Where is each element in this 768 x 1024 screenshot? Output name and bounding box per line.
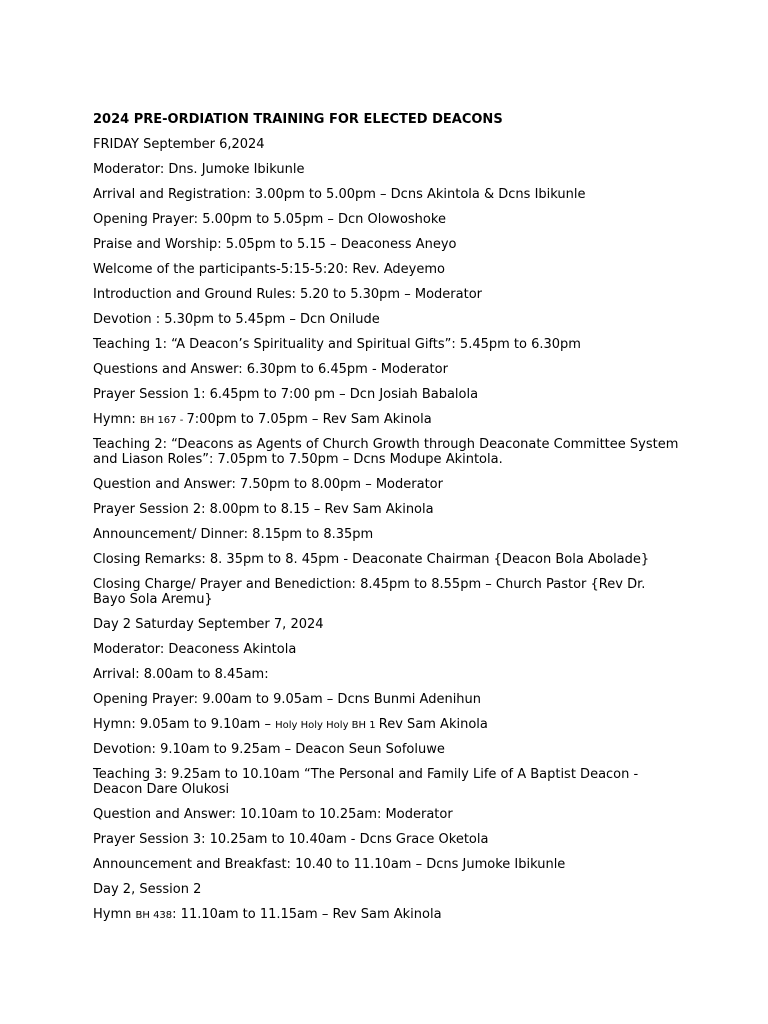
- hymn-detail: : 11.10am to 11.15am – Rev Sam Akinola: [172, 907, 442, 922]
- schedule-line: Opening Prayer: 5.00pm to 5.05pm – Dcn Olowoshoke: [93, 212, 446, 227]
- hymn-number: Holy Holy Holy BH 1: [275, 720, 379, 731]
- hymn-prefix: Hymn: 9.05am to 9.10am –: [93, 717, 276, 732]
- schedule-line: Moderator: Dns. Jumoke Ibikunle: [93, 162, 305, 177]
- schedule-line: Closing Charge/ Prayer and Benediction: 8.45pm to 8.55pm – Church Pastor {Rev Dr.: [93, 577, 646, 592]
- hymn-prefix: Hymn:: [93, 412, 140, 427]
- schedule-line: Questions and Answer: 6.30pm to 6.45pm - Moderator: [93, 362, 448, 377]
- schedule-line: Introduction and Ground Rules: 5.20 to 5.30pm – Moderator: [93, 287, 482, 302]
- schedule-line: Arrival: 8.00am to 8.45am:: [93, 667, 269, 682]
- schedule-line: Praise and Worship: 5.05pm to 5.15 – Deaconess Aneyo: [93, 237, 457, 252]
- schedule-line: Prayer Session 2: 8.00pm to 8.15 – Rev Sam Akinola: [93, 502, 434, 517]
- schedule-line: Prayer Session 3: 10.25am to 10.40am - Dcns Grace Oketola: [93, 832, 489, 847]
- schedule-line: Day 2, Session 2: [93, 882, 202, 897]
- hymn-number: BH 438: [135, 910, 173, 921]
- schedule-line: Day 2 Saturday September 7, 2024: [93, 617, 324, 632]
- schedule-line-hymn: [93, 412, 432, 428]
- schedule-line: Opening Prayer: 9.00am to 9.05am – Dcns Bunmi Adenihun: [93, 692, 482, 707]
- schedule-line: Bayo Sola Aremu}: [93, 592, 213, 607]
- schedule-line: FRIDAY September 6,2024: [93, 137, 265, 152]
- schedule-line: Closing Remarks: 8. 35pm to 8. 45pm - Deaconate Chairman {Deacon Bola Abolade}: [93, 552, 650, 567]
- schedule-line: Devotion : 5.30pm to 5.45pm – Dcn Onilude: [93, 312, 380, 327]
- schedule-line: Deacon Dare Olukosi: [93, 782, 230, 797]
- schedule-line: Teaching 2: “Deacons as Agents of Church Growth through Deaconate Committee System: [93, 437, 679, 452]
- schedule-line: Devotion: 9.10am to 9.25am – Deacon Seun Sofoluwe: [93, 742, 445, 757]
- schedule-line: Welcome of the participants-5:15-5:20: Rev. Adeyemo: [93, 262, 445, 277]
- schedule-line: Moderator: Deaconess Akintola: [93, 642, 297, 657]
- schedule-line: Teaching 3: 9.25am to 10.10am “The Personal and Family Life of A Baptist Deacon -: [93, 767, 639, 782]
- schedule-line: Announcement/ Dinner: 8.15pm to 8.35pm: [93, 527, 374, 542]
- schedule-line: Question and Answer: 10.10am to 10.25am: Moderator: [93, 807, 453, 822]
- schedule-line-hymn: [93, 717, 488, 733]
- hymn-detail: 7:00pm to 7.05pm – Rev Sam Akinola: [186, 412, 432, 427]
- schedule-line: Arrival and Registration: 3.00pm to 5.00pm – Dcns Akintola & Dcns Ibikunle: [93, 187, 586, 202]
- schedule-line: Prayer Session 1: 6.45pm to 7:00 pm – Dcn Josiah Babalola: [93, 387, 479, 402]
- hymn-detail: Rev Sam Akinola: [378, 717, 488, 732]
- schedule-line-hymn: [93, 907, 442, 923]
- schedule-line: and Liason Roles”: 7.05pm to 7.50pm – Dcns Modupe Akintola.: [93, 452, 503, 467]
- document-title: 2024 PRE-ORDIATION TRAINING FOR ELECTED DEACONS: [93, 112, 503, 127]
- hymn-number: BH 167 -: [139, 415, 187, 426]
- schedule-line: Teaching 1: “A Deacon’s Spirituality and Spiritual Gifts”: 5.45pm to 6.30pm: [93, 337, 581, 352]
- schedule-line: Question and Answer: 7.50pm to 8.00pm – Moderator: [93, 477, 443, 492]
- hymn-prefix: Hymn: [93, 907, 136, 922]
- schedule-line: Announcement and Breakfast: 10.40 to 11.10am – Dcns Jumoke Ibikunle: [93, 857, 566, 872]
